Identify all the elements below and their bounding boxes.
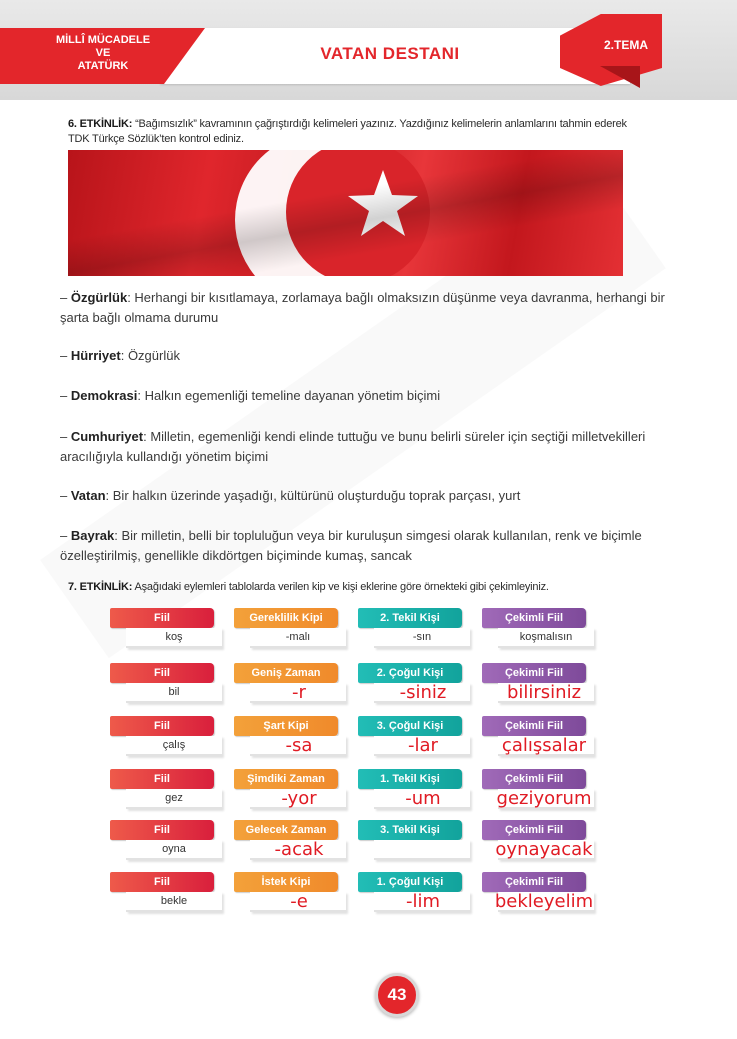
- conjugated-cell: [482, 608, 590, 656]
- activity-7-label: 7. ETKİNLİK:: [68, 581, 133, 593]
- mood-handwritten-answer: -acak: [274, 839, 324, 860]
- definition-item: – Cumhuriyet: Milletin, egemenliği kendi elinde tuttuğu ve bunu belirli süreler için seçtiği milletvekilleri aracılığıyla kullandığı yönetim biçimi: [60, 429, 646, 464]
- person-answer-box[interactable]: -sın: [374, 628, 470, 648]
- page-title: VATAN DESTANI: [320, 44, 460, 63]
- conjugated-header-tag: Çekimli Fiil: [482, 716, 586, 736]
- page-number: 43: [375, 973, 419, 1017]
- conjugated-header-tag: Çekimli Fiil: [482, 769, 586, 789]
- definition-text: Halkın egemenliği temeline dayanan yönetim biçimi: [144, 388, 441, 403]
- mood-cell: [234, 608, 342, 656]
- table-row: [110, 716, 610, 764]
- verb-answer-box[interactable]: koş: [126, 628, 222, 648]
- definition-term: Demokrasi: [70, 388, 138, 403]
- table-row: [110, 608, 610, 656]
- person-header-tag: 1. Çoğul Kişi: [358, 872, 462, 892]
- verb-header-tag: Fiil: [110, 663, 214, 683]
- verb-header-tag: Fiil: [110, 872, 214, 892]
- definition-item: – Özgürlük: Herhangi bir kısıtlamaya, zorlamaya bağlı olmaksızın düşünme veya davranma, herhangi bir şarta bağlı olmama durumu: [60, 290, 665, 325]
- person-cell: [358, 716, 466, 764]
- mood-handwritten-answer: -r: [292, 682, 306, 703]
- person-cell: [358, 769, 466, 817]
- person-header-tag: 3. Çoğul Kişi: [358, 716, 462, 736]
- mood-handwritten-answer: -e: [290, 891, 308, 912]
- verb-answer-box[interactable]: çalış: [126, 736, 222, 756]
- person-cell: [358, 608, 466, 656]
- conjugated-handwritten-answer: bekleyelim: [494, 891, 594, 912]
- person-handwritten-answer: -lim: [405, 891, 441, 912]
- table-row: [110, 872, 610, 920]
- verb-answer-box[interactable]: bil: [126, 683, 222, 703]
- mood-handwritten-answer: -sa: [285, 735, 313, 756]
- verb-cell: [110, 608, 218, 656]
- person-cell: [358, 872, 466, 920]
- person-header-tag: 2. Çoğul Kişi: [358, 663, 462, 683]
- verb-answer-box[interactable]: gez: [126, 789, 222, 809]
- definition-term: Vatan: [70, 488, 106, 503]
- mood-cell: [234, 663, 342, 711]
- conjugated-answer-box[interactable]: koşmalısın: [498, 628, 594, 648]
- verb-header-tag: Fiil: [110, 769, 214, 789]
- mood-cell: [234, 769, 342, 817]
- mood-cell: [234, 872, 342, 920]
- person-handwritten-answer: -siniz: [399, 682, 447, 703]
- verb-header-tag: Fiil: [110, 820, 214, 840]
- verb-answer-box[interactable]: bekle: [126, 892, 222, 912]
- definition-item: – Hürriyet: Özgürlük: [60, 348, 180, 363]
- mood-header-tag: Gereklilik Kipi: [234, 608, 338, 628]
- definition-text: Bir halkın üzerinde yaşadığı, kültürünü oluşturduğu toprak parçası, yurt: [112, 488, 521, 503]
- verb-cell: [110, 716, 218, 764]
- definition-term: Cumhuriyet: [70, 429, 144, 444]
- conjugated-handwritten-answer: oynayacak: [495, 839, 593, 860]
- person-header-tag: 3. Tekil Kişi: [358, 820, 462, 840]
- mood-answer-box[interactable]: -malı: [250, 628, 346, 648]
- definition-item: – Vatan: Bir halkın üzerinde yaşadığı, kültürünü oluşturduğu toprak parçası, yurt: [60, 488, 521, 503]
- verb-cell: [110, 663, 218, 711]
- turkish-flag-image: [68, 150, 623, 276]
- definition-item: – Bayrak: Bir milletin, belli bir topluluğun veya bir kuruluşun simgesi olarak kullanılan, renk ve biçimle özelleştirilmiş, genellikle dikdörtgen biçiminde kumaş, sancak: [60, 528, 642, 563]
- definition-text: Herhangi bir kısıtlamaya, zorlamaya bağlı olmaksızın düşünme veya davranma, herhangi bir şarta bağlı olmama durumu: [60, 290, 665, 325]
- definition-term: Bayrak: [70, 528, 115, 543]
- mood-cell: [234, 820, 342, 868]
- unit-name-line: ATATÜRK: [77, 60, 129, 72]
- conjugated-handwritten-answer: çalışsalar: [501, 735, 587, 756]
- unit-name: [28, 34, 178, 73]
- definition-text: Özgürlük: [127, 348, 180, 363]
- verb-header-tag: Fiil: [110, 608, 214, 628]
- conjugated-handwritten-answer: bilirsiniz: [506, 682, 582, 703]
- verb-cell: [110, 769, 218, 817]
- mood-header-tag: Şimdiki Zaman: [234, 769, 338, 789]
- mood-header-tag: Geniş Zaman: [234, 663, 338, 683]
- definition-item: – Demokrasi: Halkın egemenliği temeline dayanan yönetim biçimi: [60, 388, 441, 403]
- verb-cell: [110, 872, 218, 920]
- person-header-tag: 1. Tekil Kişi: [358, 769, 462, 789]
- conjugated-handwritten-answer: geziyorum: [496, 788, 592, 809]
- definition-text: Milletin, egemenliği kendi elinde tuttuğu ve bunu belirli süreler için seçtiği milletvekilleri aracılığıyla kullandığı yönetim biçimi: [60, 429, 646, 464]
- activity-7-text: Aşağıdaki eylemleri tablolarda verilen kip ve kişi eklerine göre örnekteki gibi çekimleyiniz.: [134, 581, 549, 593]
- person-cell: [358, 663, 466, 711]
- person-handwritten-answer: -um: [405, 788, 441, 809]
- conjugated-header-tag: Çekimli Fiil: [482, 820, 586, 840]
- unit-name-line: MİLLÎ MÜCADELE: [55, 34, 151, 46]
- theme-label: 2.TEMA: [603, 38, 648, 52]
- conjugated-cell: [482, 716, 590, 764]
- definition-term: Hürriyet: [70, 348, 121, 363]
- mood-handwritten-answer: -yor: [281, 788, 317, 809]
- table-row: [110, 663, 610, 711]
- conjugated-header-tag: Çekimli Fiil: [482, 872, 586, 892]
- conjugated-header-tag: Çekimli Fiil: [482, 608, 586, 628]
- person-answer-box[interactable]: [374, 840, 470, 860]
- person-cell: [358, 820, 466, 868]
- conjugated-cell: [482, 769, 590, 817]
- table-row: [110, 769, 610, 817]
- conjugated-header-tag: Çekimli Fiil: [482, 663, 586, 683]
- person-handwritten-answer: -lar: [408, 735, 438, 756]
- verb-answer-box[interactable]: oyna: [126, 840, 222, 860]
- mood-header-tag: İstek Kipi: [234, 872, 338, 892]
- verb-cell: [110, 820, 218, 868]
- mood-header-tag: Gelecek Zaman: [234, 820, 338, 840]
- conjugated-cell: [482, 820, 593, 868]
- verb-header-tag: Fiil: [110, 716, 214, 736]
- conjugated-cell: [482, 663, 590, 711]
- definition-term: Özgürlük: [70, 290, 128, 305]
- mood-cell: [234, 716, 342, 764]
- unit-name-line: VE: [95, 47, 111, 59]
- definition-text: Bir milletin, belli bir topluluğun veya bir kuruluşun simgesi olarak kullanılan, renk ve biçimle özelleştirilmiş, genellikle dikdörtgen biçiminde kumaş, sancak: [60, 528, 642, 563]
- activity-6-label: 6. ETKİNLİK:: [68, 118, 133, 130]
- conjugated-cell: [482, 872, 594, 920]
- mood-header-tag: Şart Kipi: [234, 716, 338, 736]
- person-header-tag: 2. Tekil Kişi: [358, 608, 462, 628]
- table-row: [110, 820, 610, 868]
- activity-6-instruction: [68, 117, 648, 147]
- activity-7-instruction: [68, 580, 668, 595]
- activity-6-text: “Bağımsızlık” kavramının çağrıştırdığı kelimeleri yazınız. Yazdığınız kelimelerin anlamlarını tahmin ederek TDK Türkçe Sözlük’ten kontrol ediniz.: [68, 118, 627, 145]
